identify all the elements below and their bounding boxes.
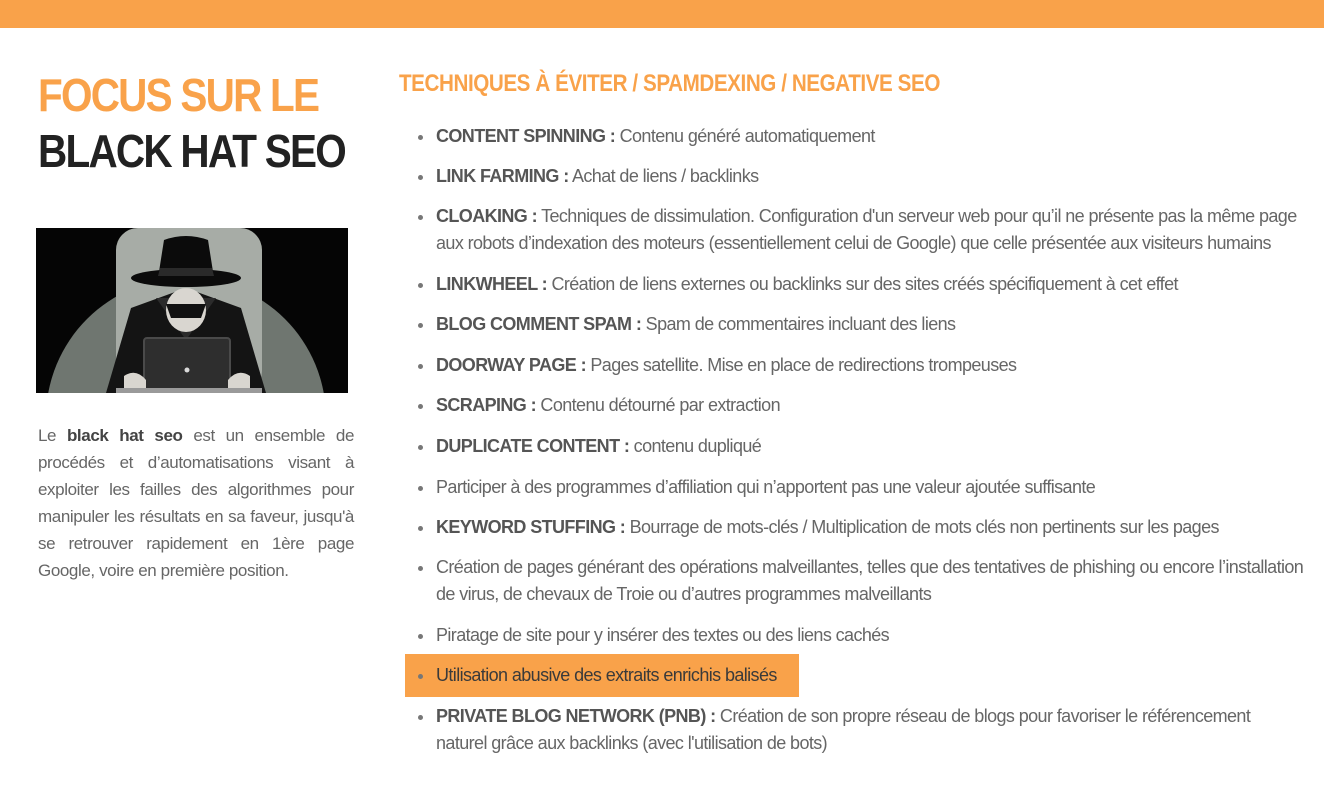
list-item-linkwheel: LINKWHEEL : Création de liens externes ou backlinks sur des sites créés spécifiquement à cet effet xyxy=(436,271,1304,298)
section-title: TECHNIQUES À ÉVITER / SPAMDEXING / NEGATIVE SEO xyxy=(399,70,940,97)
list-item-malicious-pages: Création de pages générant des opérations malveillantes, telles que des tentatives de phishing ou encore l’installation de virus, de chevaux de Troie ou d’autres programmes malveillants xyxy=(436,554,1304,608)
page-title-line-2: BLACK HAT SEO xyxy=(38,125,345,177)
list-item-keyword-stuffing: KEYWORD STUFFING : Bourrage de mots-clés / Multiplication de mots clés non pertinents sur les pages xyxy=(436,514,1304,541)
list-item-duplicate-content: DUPLICATE CONTENT : contenu dupliqué xyxy=(436,433,1304,460)
intro-bold-term: black hat seo xyxy=(66,426,183,445)
list-item-cloaking: CLOAKING : Techniques de dissimulation. Configuration d'un serveur web pour qu’il ne présente pas la même page aux robots d’indexation des moteurs (essentiellement celui de Google) que celle présentée aux visiteurs humains xyxy=(436,203,1304,257)
intro-paragraph: Le black hat seo est un ensemble de procédés et d’automatisations visant à exploiter les failles des algorithmes pour manipuler les résultats en sa faveur, jusqu'à se retrouver rapidement en 1ère page Google, voire en première position. xyxy=(38,426,355,580)
page-title-line-1: FOCUS SUR LE xyxy=(38,69,319,121)
list-item-affiliation: Participer à des programmes d’affiliation qui n’apportent pas une valeur ajoutée suffisante xyxy=(436,474,1304,501)
list-item-scraping: SCRAPING : Contenu détourné par extraction xyxy=(436,392,1304,419)
list-item-site-hacking: Piratage de site pour y insérer des textes ou des liens cachés xyxy=(436,622,1304,649)
list-item-blog-comment-spam: BLOG COMMENT SPAM : Spam de commentaires incluant des liens xyxy=(436,311,1304,338)
list-item-content-spinning: CONTENT SPINNING : Contenu généré automatiquement xyxy=(436,123,1304,150)
list-item-private-blog-network: PRIVATE BLOG NETWORK (PNB) : Création de son propre réseau de blogs pour favoriser le référencement naturel grâce aux backlinks (avec l'utilisation de bots) xyxy=(436,703,1304,757)
list-item-doorway-page: DOORWAY PAGE : Pages satellite. Mise en place de redirections trompeuses xyxy=(436,352,1304,379)
list-item-link-farming: LINK FARMING : Achat de liens / backlinks xyxy=(436,163,1304,190)
list-item-rich-snippets-highlighted: Utilisation abusive des extraits enrichis balisés xyxy=(436,662,1304,689)
